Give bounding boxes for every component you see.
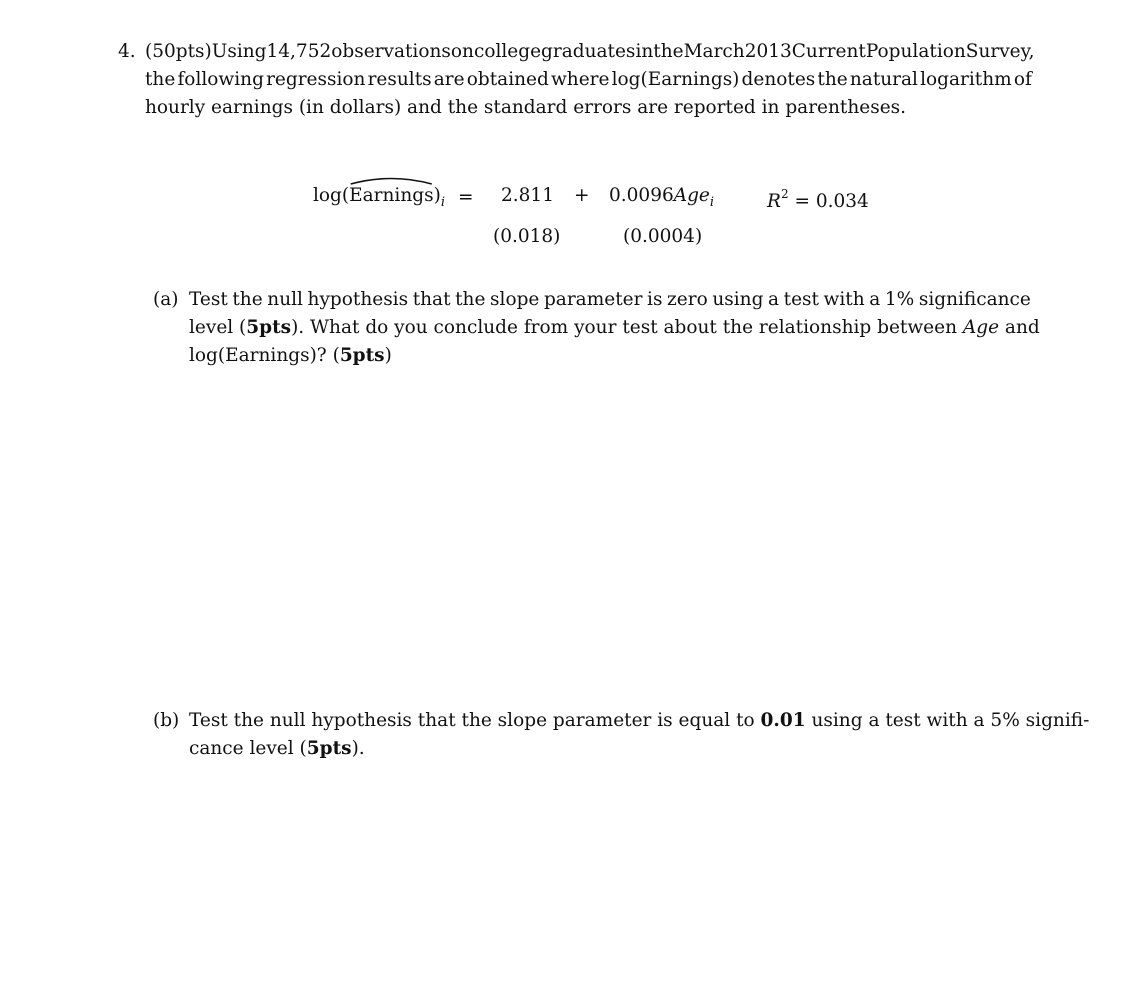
equation-plus: + [574,185,590,206]
word: that [412,289,451,310]
word: the [232,289,263,310]
word: denotes [741,69,816,90]
intercept-standard-error: (0.018) [493,226,561,247]
question-line-3: hourly earnings (in dollars) and the standard errors are reported in parentheses. [145,97,907,118]
part-a-line2-post: and [999,317,1040,338]
r2-symbol: R [767,191,781,213]
part-b-line2-post: ). [351,738,365,759]
part-a-line-3 [189,342,1031,370]
word: in [635,41,654,62]
word: null [267,289,303,310]
word: 2013 [744,41,792,62]
word: following [177,69,264,90]
slope-coefficient: 0.0096 [609,185,674,206]
part-b-line-2 [189,735,1031,763]
part-b-line-1 [189,707,1090,735]
word: a [869,289,881,310]
word: the [817,69,848,90]
word: log(Earnings) [611,69,740,90]
part-b-line2-pre: cance level ( [189,738,307,759]
part-a-age-variable: Age [962,317,1000,338]
lhs-variable: Earnings [349,185,434,206]
question-line-2 [145,66,1032,94]
word: regression [266,69,366,90]
question-line-1 [145,38,1035,66]
part-a-text [189,286,1040,370]
word: the [455,289,486,310]
part-a-points-2: 5pts [339,345,385,366]
word: using [712,289,764,310]
lhs-suffix: ) [433,185,441,206]
slope-subscript: i [709,195,715,210]
word: zero [667,289,708,310]
part-b-label: (b) [153,710,180,731]
lhs-subscript: i [440,195,445,210]
word: Using [211,41,267,62]
equation-lhs [313,184,445,210]
slope-standard-error: (0.0004) [623,226,703,247]
word: March [683,41,745,62]
word: graduates [541,41,636,62]
word: 1% [884,289,915,310]
part-b-null-value: 0.01 [760,710,806,731]
word: are [433,69,465,90]
part-a-line-1 [189,286,1031,314]
part-b-points: 5pts [306,738,352,759]
lhs-prefix: log( [313,185,350,206]
part-b-text [189,707,1090,763]
slope-term [609,184,714,210]
equation-equals: = [458,187,474,208]
part-b-line1-pre: Test the null hypothesis that the slope parameter is equal to [189,710,761,731]
wide-hat-icon [349,175,433,185]
word: Test [189,289,228,310]
word: (50pts) [145,41,212,62]
word: hypothesis [307,289,409,310]
word: Population [865,41,966,62]
word: is [647,289,663,310]
word: with [823,289,865,310]
part-a-line3-post: ) [384,345,392,366]
part-a-line3-pre: log(Earnings)? ( [189,345,340,366]
word: Survey, [965,41,1035,62]
word: logarithm [920,69,1012,90]
word: natural [849,69,918,90]
intercept-value: 2.811 [501,185,554,206]
word: college [473,41,542,62]
question-number: 4. [118,41,136,62]
r2-exponent: 2 [780,187,789,201]
question-text [145,38,1035,122]
word: significance [918,289,1031,310]
word: results [367,69,432,90]
word: of [1013,69,1032,90]
word: slope [490,289,540,310]
slope-variable: Age [673,185,710,206]
word: where [550,69,610,90]
part-a-points-1: 5pts [246,317,292,338]
word: the [653,41,684,62]
word: parameter [543,289,643,310]
r-squared [767,184,869,214]
word: test [783,289,819,310]
word: observations [331,41,451,62]
part-a-line2-mid: ). What do you conclude from your test about the relationship between [291,317,963,338]
part-b-line1-post: using a test with a 5% signifi- [805,710,1090,731]
word: a [768,289,780,310]
part-a-label: (a) [153,289,179,310]
word: the [145,69,176,90]
word: 14,752 [266,41,332,62]
part-a-line2-pre: level ( [189,317,247,338]
part-a-line-2 [189,314,1040,342]
lhs-hat-group [349,184,433,208]
word: obtained [466,69,549,90]
word: on [450,41,474,62]
word: Current [791,41,866,62]
r2-value: = 0.034 [788,191,869,213]
